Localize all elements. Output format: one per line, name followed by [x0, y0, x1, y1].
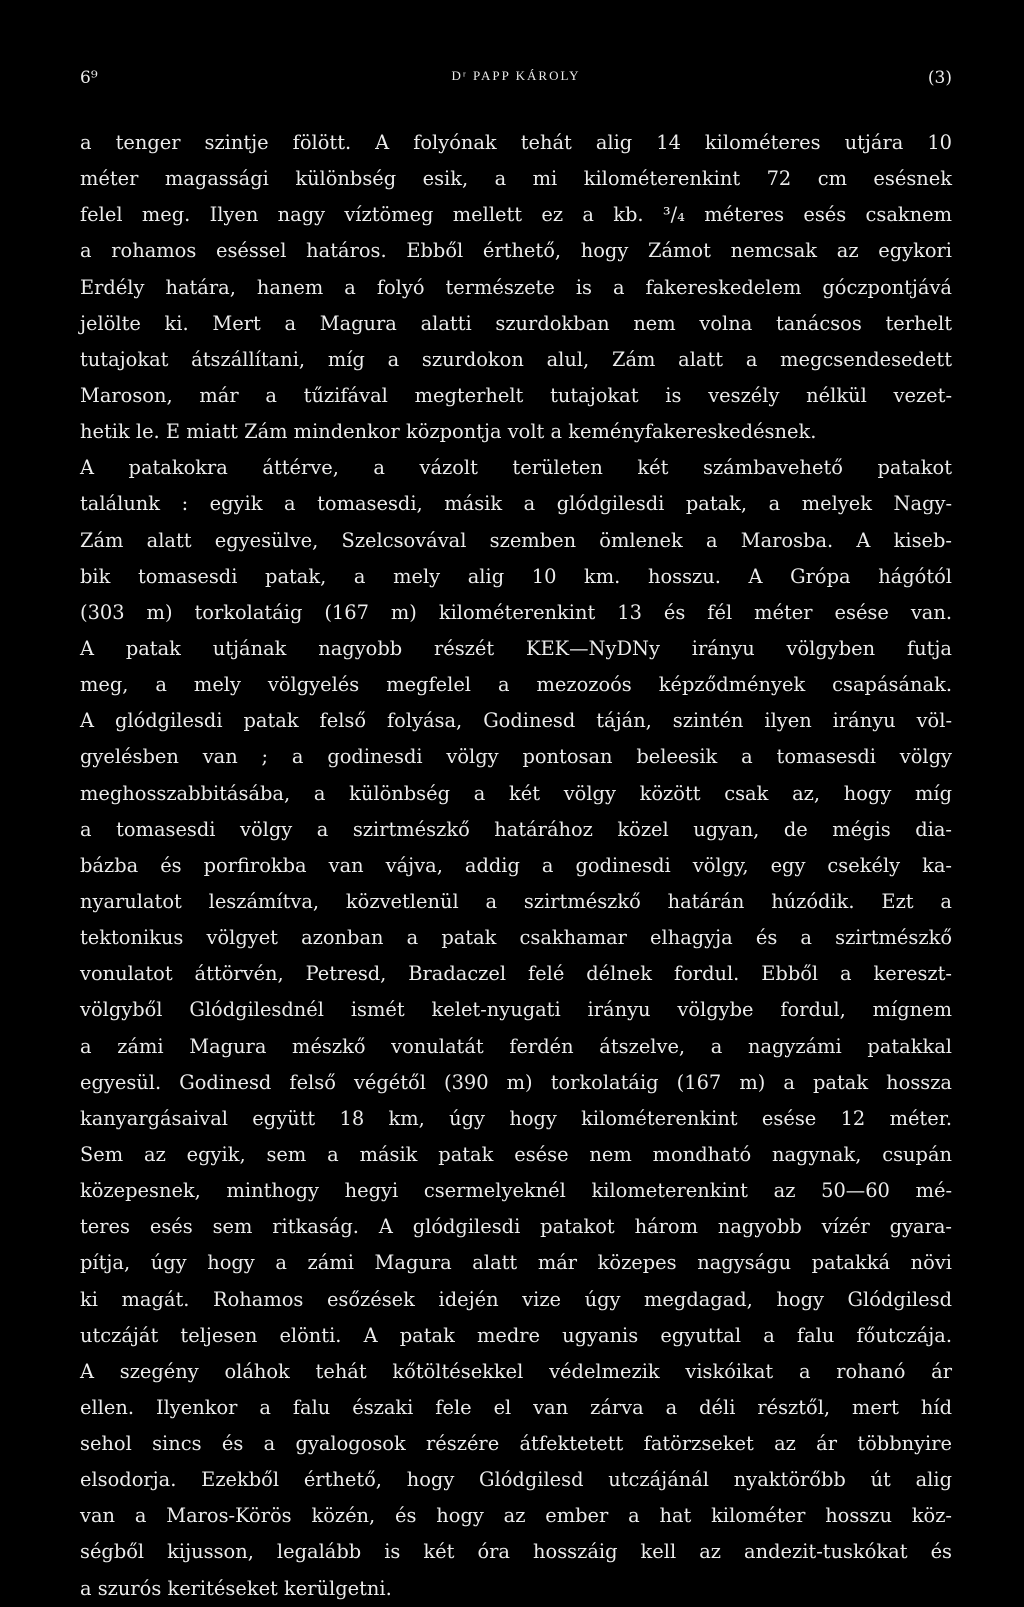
text-line: völgyből Glódgilesdnél ismét kelet-nyugati irányu völgybe fordul, mígnem: [80, 998, 952, 1022]
text-line: tutajokat átszállítani, míg a szurdokon alul, Zám alatt a megcsendesedett: [80, 347, 952, 371]
text-line: A patak utjának nagyobb részét KEK—NyDNy irányu völgyben futja: [80, 636, 952, 660]
text-line: pítja, úgy hogy a zámi Magura alatt már közepes nagyságu patakká növi: [80, 1251, 952, 1275]
text-line: elsodorja. Ezekből érthető, hogy Glódgilesd utczájánál nyaktörőbb út alig: [80, 1468, 952, 1492]
text-line: utczáját teljesen elönti. A patak medre ugyanis egyuttal a falu főutczája.: [80, 1323, 952, 1347]
text-line: jelölte ki. Mert a Magura alatti szurdokban nem volna tanácsos terhelt: [80, 311, 952, 335]
text-line: sehol sincs és a gyalogosok részére átfektetett fatörzseket az ár többnyire: [80, 1432, 952, 1456]
text-line: gyelésben van ; a godinesdi völgy pontosan beleesik a tomasesdi völgy: [80, 745, 952, 769]
text-line: egyesül. Godinesd felső végétől (390 m) torkolatáig (167 m) a patak hossza: [80, 1070, 952, 1094]
text-line: felel meg. Ilyen nagy víztömeg mellett ez a kb. ³/₄ méteres esés csaknem: [80, 203, 952, 227]
text-line: Sem az egyik, sem a másik patak esése nem mondható nagynak, csupán: [80, 1142, 952, 1166]
text-line: bik tomasesdi patak, a mely alig 10 km. hosszu. A Grópa hágótól: [80, 564, 952, 588]
running-title: Dʳ PAPP KÁROLY: [451, 68, 581, 83]
text-line: hetik le. E miatt Zám mindenkor központja volt a keményfakereskedésnek.: [80, 420, 817, 444]
body-text: [80, 125, 952, 1607]
text-line: teres esés sem ritkaság. A glódgilesdi patakot három nagyobb vízér gyara-: [80, 1215, 952, 1239]
text-line: ellen. Ilyenkor a falu északi fele el van zárva a déli résztől, mert híd: [80, 1395, 952, 1419]
text-line: a zámi Magura mészkő vonulatát ferdén átszelve, a nagyzámi patakkal: [80, 1034, 952, 1058]
text-line: van a Maros-Körös közén, és hogy az ember a hat kilométer hosszu köz-: [80, 1504, 952, 1528]
text-line: vonulatot áttörvén, Petresd, Bradaczel felé délnek fordul. Ebből a kereszt-: [80, 962, 952, 986]
text-line: Erdély határa, hanem a folyó természete is a fakereskedelem góczpontjává: [80, 275, 952, 299]
text-line: ségből kijusson, legalább is két óra hosszáig kell az andezit-tuskókat és: [80, 1540, 952, 1564]
text-line: meg, a mely völgyelés megfelel a mezozoós képződmények csapásának.: [80, 673, 952, 697]
text-line: nyarulatot leszámítva, közvetlenül a szirtmészkő határán húzódik. Ezt a: [80, 889, 952, 913]
text-line: Zám alatt egyesülve, Szelcsovával szemben ömlenek a Marosba. A kiseb-: [80, 528, 952, 552]
text-line: a tenger szintje fölött. A folyónak tehát alig 14 kilométeres utjára 10: [80, 131, 952, 154]
text-line: a tomasesdi völgy a szirtmészkő határához közel ugyan, de mégis dia-: [80, 817, 952, 841]
text-line: A szegény oláhok tehát kőtöltésekkel védelmezik viskóikat a rohanó ár: [80, 1359, 952, 1383]
text-line: A glódgilesdi patak felső folyása, Godinesd táján, szintén ilyen irányu völ-: [80, 709, 952, 733]
text-line: a szurós keritéseket kerülgetni.: [80, 1576, 392, 1600]
page-number: 6⁹: [80, 68, 98, 88]
text-line: közepesnek, minthogy hegyi csermelyeknél kilometerenkint az 50—60 mé-: [80, 1179, 952, 1203]
chapter-number: (3): [927, 68, 952, 88]
text-line: ki magát. Rohamos esőzések idején vize úgy megdagad, hogy Glódgilesd: [80, 1287, 952, 1311]
text-line: a rohamos eséssel határos. Ebből érthető, hogy Zámot nemcsak az egykori: [80, 239, 952, 263]
text-line: bázba és porfirokba van vájva, addig a godinesdi völgy, egy csekély ka-: [80, 853, 952, 877]
running-header: [80, 68, 952, 92]
text-line: (303 m) torkolatáig (167 m) kilométerenkint 13 és fél méter esése van.: [80, 600, 952, 624]
text-line: tektonikus völgyet azonban a patak csakhamar elhagyja és a szirtmészkő: [80, 926, 952, 950]
text-line: meghosszabbitásába, a különbség a két völgy között csak az, hogy míg: [80, 781, 952, 805]
text-line: Maroson, már a tűzifával megterhelt tutajokat is veszély nélkül vezet-: [80, 383, 952, 407]
text-line: találunk : egyik a tomasesdi, másik a glódgilesdi patak, a melyek Nagy-: [80, 492, 952, 516]
text-line: A patakokra áttérve, a vázolt területen két számbavehető patakot: [80, 456, 952, 480]
text-line: kanyargásaival együtt 18 km, úgy hogy kilométerenkint esése 12 méter.: [80, 1106, 952, 1130]
text-line: méter magassági különbség esik, a mi kilométerenkint 72 cm esésnek: [80, 167, 952, 191]
